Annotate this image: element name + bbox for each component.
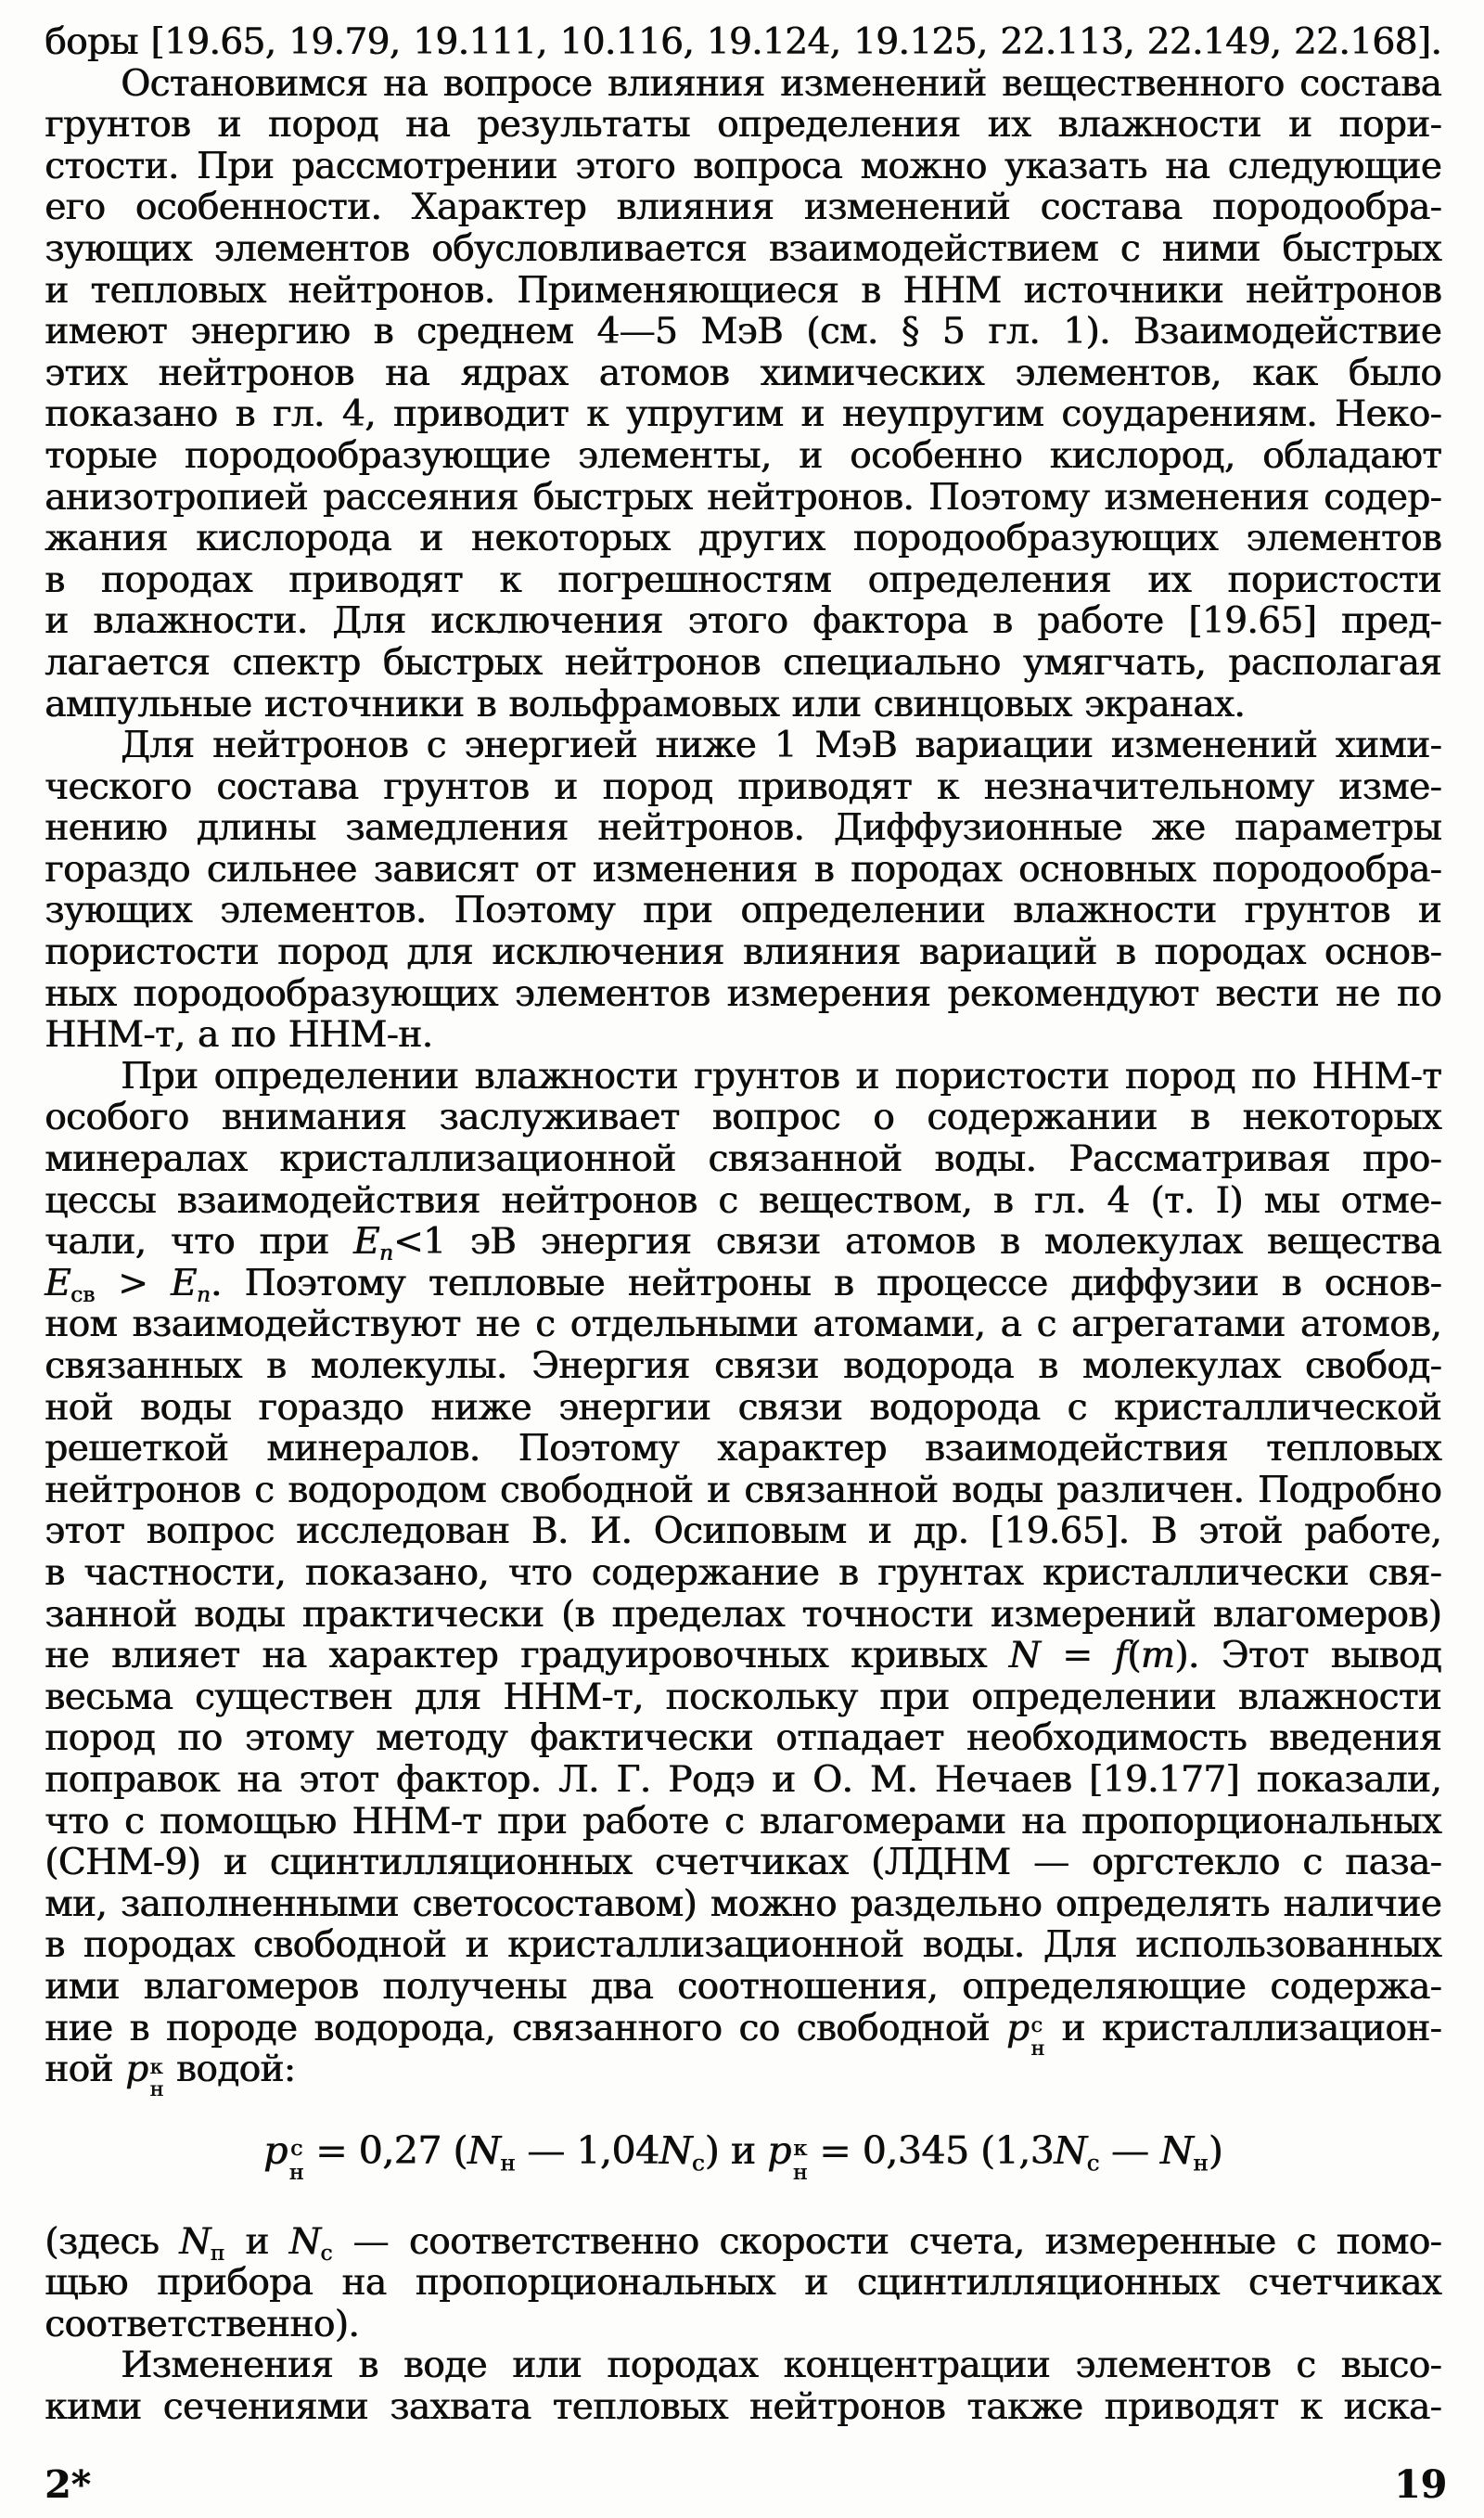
paragraph-5 [45,2222,1441,2346]
text-line: анизотропией рассеяния быстрых нейтронов. Поэтому изменения содер- [45,476,1441,519]
text-line: этих нейтронов на ядрах атомов химических элементов, как было [45,352,1441,394]
text-line: пород по этому методу фактически отпадает необходимость введения [45,1717,1441,1760]
text-line: минералах кристаллизационной связанной воды. Рассматривая про- [45,1138,1441,1181]
paragraph-0 [45,22,1441,64]
text-line: лагается спектр быстрых нейтронов специально умягчать, располагая [45,641,1441,684]
text-line: Для нейтронов с энергией ниже 1 МэВ вариации изменений хими- [121,725,1441,767]
text-line: его особенности. Характер влияния изменений состава породообра- [45,186,1441,229]
text-line: Изменения в воде или породах концентрации элементов с высо- [121,2345,1441,2387]
text-line: щью прибора на пропорциональных и сцинтилляционных счетчиках [45,2262,1441,2305]
text-line: жания кислорода и некоторых других породообразующих элементов [45,518,1441,560]
text-line: стости. При рассмотрении этого вопроса можно указать на следующие [45,145,1441,187]
text-line: (здесь $N_п$ и $N_с$ — соответственно скорости счета, измеренные с помо- [45,2220,1441,2266]
text-line: гораздо сильнее зависят от изменения в породах основных породообра- [45,848,1441,891]
paragraph-2 [45,726,1441,1057]
signature-mark: 2* [45,2462,91,2507]
text-line: в частности, показано, что содержание в грунтах кристаллически свя- [45,1551,1441,1594]
text-line: цессы взаимодействия нейтронов с веществом, в гл. 4 (т. I) мы отме- [45,1179,1441,1222]
text-line: (СНМ-9) и сцинтилляционных счетчиках (ЛДНМ — оргстекло с паза- [45,1842,1441,1884]
page-text [45,22,1441,2429]
text-line: решеткой минералов. Поэтому характер взаимодействия тепловых [45,1428,1441,1471]
text-line: ческого состава грунтов и пород приводят к незначительному изме- [45,765,1441,808]
text-line: Остановимся на вопросе влияния изменений вещественного состава [121,62,1441,105]
text-line: этот вопрос исследован В. И. Осиповым и др. [19.65]. В этой работе, [45,1510,1441,1553]
text-line: и тепловых нейтронов. Применяющиеся в ННМ источники нейтронов [45,269,1441,312]
paragraph-6 [45,2345,1441,2428]
text-line: торые породообразующие элементы, и особенно кислород, обладают [45,434,1441,477]
text-line: пористости пород для исключения влияния вариаций в породах основ- [45,931,1441,974]
text-line: ной воды гораздо ниже энергии связи водорода с кристаллической [45,1386,1441,1429]
text-line: в породах приводят к погрешностям определения их пористости [45,559,1441,601]
text-line: ном взаимодействуют не с отдельными атомами, а с агрегатами атомов, [45,1304,1441,1346]
text-line: ампульные источники в вольфрамовых или свинцовых экранах. [45,683,1245,726]
text-line: особого внимания заслуживает вопрос о содержании в некоторых [45,1097,1441,1139]
text-line: грунтов и пород на результаты определения их влажности и пори- [45,104,1441,147]
text-line: При определении влажности грунтов и пористости пород по ННМ-т [121,1055,1441,1098]
page-number: 19 [1393,2462,1447,2507]
text-line: поправок на этот фактор. Л. Г. Родэ и О. М. Нечаев [19.177] показали, [45,1758,1441,1801]
text-line: что с помощью ННМ-т при работе с влагомерами на пропорциональных [45,1800,1441,1843]
text-line: показано в гл. 4, приводит к упругим и неупругим соударениям. Неко- [45,393,1441,436]
text-line: кими сечениями захвата тепловых нейтронов также приводят к иска- [45,2385,1441,2428]
page-footer [45,2462,1447,2507]
text-line: нению длины замедления нейтронов. Диффузионные же параметры [45,807,1441,850]
text-line: чали, что при $Е_n<1$ эВ энергия связи атомов в молекулах вещества [45,1221,1441,1266]
text-line: боры [19.65, 19.79, 19.111, 10.116, 19.124, 19.125, 22.113, 22.149, 22.168]. [45,21,1441,63]
display-formula: p с н = 0,27 ($N_н$ — $1,04N_с$) и p к н = 0,345 ($1,3N_с$ — $N_н$) [262,2127,1223,2185]
text-line: $Е_{св} > Е_n$. Поэтому тепловые нейтроны в процессе диффузии в основ- [45,1262,1441,1307]
text-line: занной воды практически (в пределах точности измерений влагомеров) [45,1593,1441,1636]
text-line: ими влагомеров получены два соотношения, определяющие содержа- [45,1965,1441,2008]
text-line: зующих элементов обусловливается взаимодействием с ними быстрых [45,227,1441,270]
text-line: не влияет на характер градуировочных кривых N = f(m). Этот вывод [45,1635,1441,1677]
text-line: ных породообразующих элементов измерения рекомендуют вести не по [45,972,1441,1015]
text-line: имеют энергию в среднем 4—5 МэВ (см. § 5 гл. 1). Взаимодействие [45,311,1441,353]
text-line: ной p к н водой: [45,2049,296,2102]
text-line: нейтронов с водородом свободной и связанной воды различен. Подробно [45,1469,1441,1511]
paragraph-3 [45,1055,1442,2102]
text-line: зующих элементов. Поэтому при определении влажности грунтов и [45,890,1441,932]
text-line: соответственно). [45,2303,359,2345]
paragraph-1 [45,64,1441,726]
text-line: весьма существен для ННМ-т, поскольку при определении влажности [45,1676,1441,1718]
text-line: ми, заполненными светосоставом) можно раздельно определять наличие [45,1882,1441,1925]
text-line: и влажности. Для исключения этого фактора в работе [19.65] пред- [45,600,1441,643]
text-line: в породах свободной и кристаллизационной воды. Для использованных [45,1924,1441,1967]
text-line: ние в породе водорода, связанного со свободной p с н и кристаллизацион- [45,2007,1442,2061]
text-line: связанных в молекулы. Энергия связи водорода в молекулах свобод- [45,1345,1441,1387]
text-line: ННМ-т, а по ННМ-н. [45,1014,433,1057]
